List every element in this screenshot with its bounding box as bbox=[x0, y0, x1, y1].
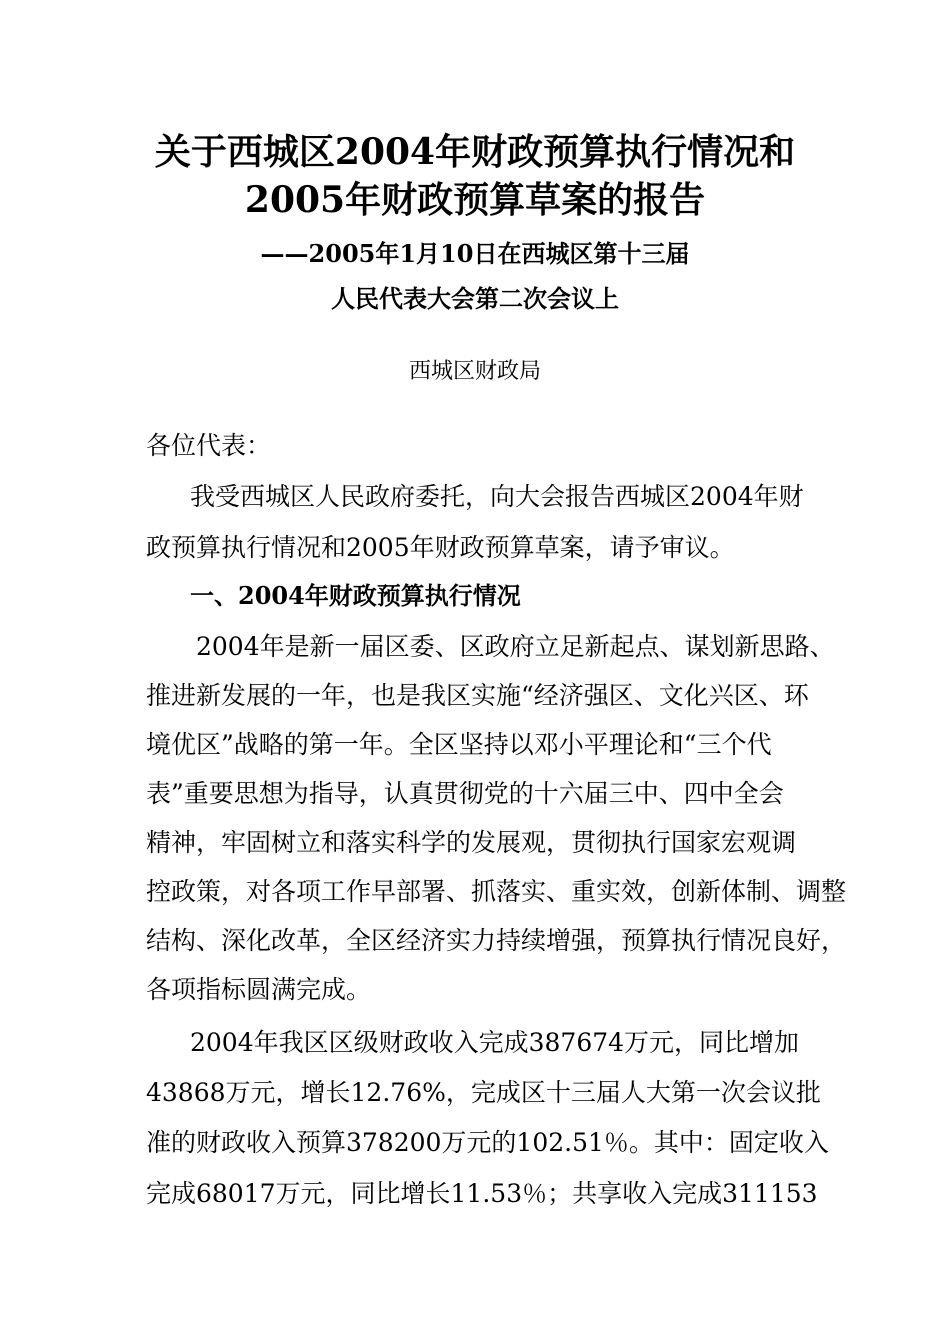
paragraph-line: 43868万元，增长12.76%，完成区十三届人大第一次会议批 bbox=[146, 1078, 821, 1107]
report-subtitle-line-2: 人民代表大会第二次会议上 bbox=[331, 284, 619, 313]
paragraph-line: 2004年我区区级财政收入完成387674万元，同比增加 bbox=[190, 1028, 800, 1057]
paragraph-line: 各项指标圆满完成。 bbox=[146, 975, 372, 1004]
intro-paragraph-line: 我受西城区人民政府委托，向大会报告西城区2004年财 bbox=[190, 482, 804, 511]
report-title-line-1: 关于西城区2004年财政预算执行情况和 bbox=[154, 131, 796, 173]
paragraph-line: 精神，牢固树立和落实科学的发展观，贯彻执行国家宏观调 bbox=[146, 828, 797, 857]
section-heading: 一、2004年财政预算执行情况 bbox=[190, 581, 521, 610]
paragraph-line: 准的财政收入预算378200万元的102.51％。其中：固定收入 bbox=[146, 1128, 829, 1157]
paragraph-line: 结构、深化改革，全区经济实力持续增强，预算执行情况良好， bbox=[146, 926, 847, 955]
salutation: 各位代表： bbox=[146, 431, 272, 460]
paragraph-line: 控政策，对各项工作早部署、抓落实、重实效，创新体制、调整 bbox=[146, 877, 847, 906]
paragraph-line: 境优区”战略的第一年。全区坚持以邓小平理论和“三个代 bbox=[146, 730, 772, 759]
report-title-line-2: 2005年财政预算草案的报告 bbox=[244, 179, 706, 221]
paragraph-line: 推进新发展的一年，也是我区实施“经济强区、文化兴区、环 bbox=[146, 681, 809, 710]
intro-paragraph-line: 政预算执行情况和2005年财政预算草案，请予审议。 bbox=[146, 533, 735, 562]
author-name: 西城区财政局 bbox=[408, 359, 541, 384]
paragraph-line: 2004年是新一届区委、区政府立足新起点、谋划新思路、 bbox=[196, 632, 835, 661]
paragraph-line: 表”重要思想为指导，认真贯彻党的十六届三中、四中全会 bbox=[146, 779, 784, 808]
report-subtitle-line-1: ——2005年1月10日在西城区第十三届 bbox=[260, 239, 690, 268]
paragraph-line: 完成68017万元，同比增长11.53％；共享收入完成311153 bbox=[146, 1179, 818, 1208]
